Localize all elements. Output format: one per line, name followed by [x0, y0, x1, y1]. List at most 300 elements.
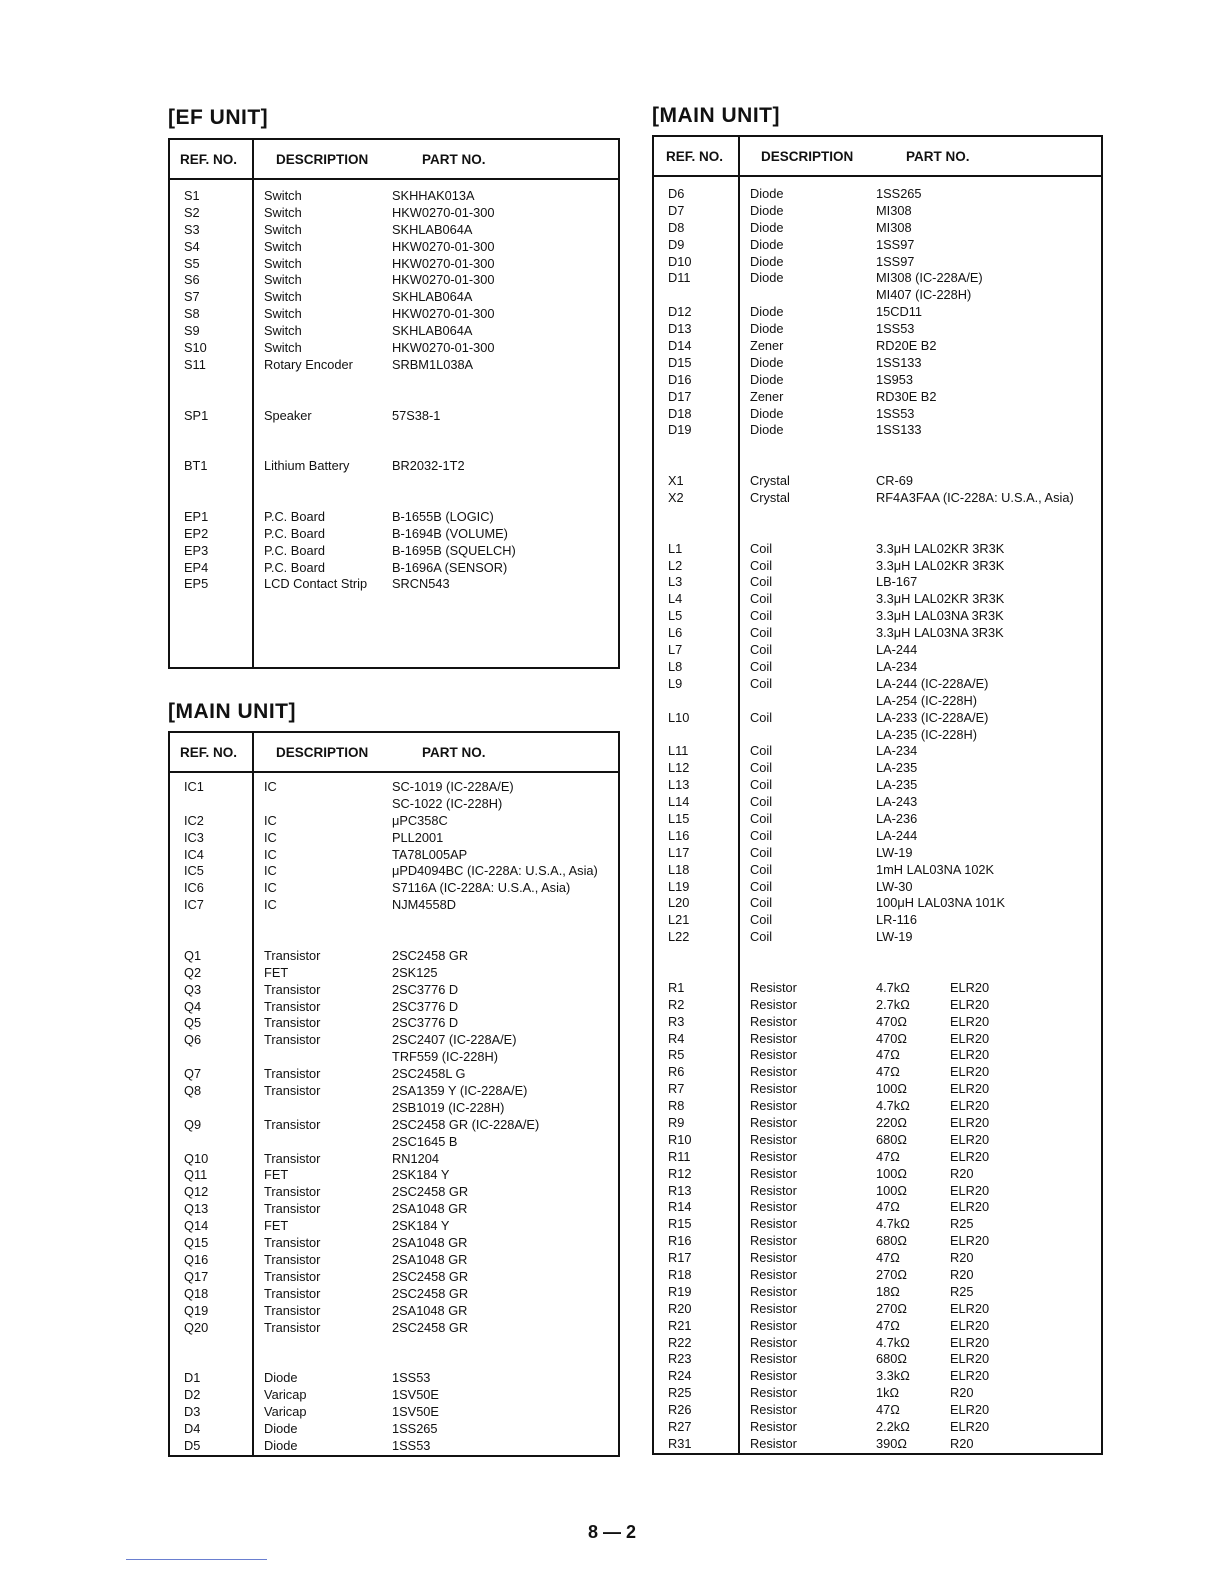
- table-row: [654, 507, 1101, 524]
- part-no-cell: LR-116: [876, 912, 918, 928]
- part-no-cell: 2SC2458 GR: [392, 1268, 469, 1284]
- spec-cell: ELR20: [950, 979, 990, 995]
- description-cell: Resistor: [750, 1267, 797, 1282]
- description-cell: Coil: [750, 608, 773, 624]
- ref-cell: SP1: [184, 407, 209, 423]
- ref-cell: IC7: [184, 897, 204, 913]
- table-row: [170, 205, 618, 222]
- description-cell: Coil: [750, 810, 773, 826]
- part-no-cell: 47Ω: [876, 1199, 900, 1215]
- ref-cell: R17: [668, 1250, 692, 1266]
- part-no-cell: 1SS265: [392, 1420, 438, 1436]
- description-cell: Transistor: [264, 1302, 321, 1318]
- part-no-cell: μPD4094BC (IC-228A: U.S.A., Asia): [392, 863, 598, 879]
- spec-cell: ELR20: [950, 1402, 990, 1418]
- table-row: [654, 625, 1101, 642]
- description-cell: Switch: [264, 204, 302, 220]
- part-no-cell: B-1695B (SQUELCH): [392, 542, 516, 558]
- description-cell: Coil: [750, 642, 773, 658]
- table-row: [654, 1183, 1101, 1200]
- table-row: [170, 492, 618, 509]
- table-row: [654, 524, 1101, 541]
- part-no-cell: LA-235 (IC-228H): [876, 726, 977, 742]
- part-no-cell: 18Ω: [876, 1283, 900, 1299]
- description-cell: Resistor: [750, 1283, 797, 1299]
- part-no-cell: RN1204: [392, 1150, 439, 1166]
- table-row: [654, 220, 1101, 237]
- table-row: [170, 847, 618, 864]
- table-row: [170, 1370, 618, 1387]
- part-no-cell: HKW0270-01-300: [392, 306, 495, 322]
- part-no-cell: 15CD11: [876, 304, 923, 320]
- description-cell: Resistor: [750, 1131, 797, 1147]
- table-row: [170, 1083, 618, 1100]
- part-no-cell: 57S38-1: [392, 407, 441, 423]
- table-row: [170, 914, 618, 931]
- part-no-cell: RD30E B2: [876, 388, 937, 404]
- ref-cell: D16: [668, 371, 692, 387]
- ref-cell: IC2: [184, 812, 204, 828]
- part-no-cell: 2SC3776 D: [392, 998, 459, 1014]
- table-row: [654, 710, 1101, 727]
- ref-cell: Q7: [184, 1066, 202, 1082]
- description-cell: Resistor: [750, 1030, 797, 1046]
- part-no-cell: 1SS53: [392, 1437, 431, 1453]
- spec-cell: ELR20: [950, 1199, 990, 1215]
- part-no-cell: 1SV50E: [392, 1403, 439, 1419]
- part-no-cell: B-1696A (SENSOR): [392, 559, 508, 575]
- spec-cell: ELR20: [950, 1317, 990, 1333]
- table-row: [654, 406, 1101, 423]
- ref-cell: EP2: [184, 525, 209, 541]
- part-no-cell: 2SA1048 GR: [392, 1251, 468, 1267]
- ref-cell: L14: [668, 794, 690, 810]
- description-cell: Resistor: [750, 1351, 797, 1367]
- description-cell: Transistor: [264, 1285, 321, 1301]
- description-cell: IC: [264, 812, 277, 828]
- description-cell: Coil: [750, 861, 773, 877]
- table-row: [170, 999, 618, 1016]
- table-row: [170, 576, 618, 593]
- ref-cell: D4: [184, 1420, 201, 1436]
- spec-cell: ELR20: [950, 1114, 990, 1130]
- description-cell: Transistor: [264, 1319, 321, 1335]
- table-body: [170, 779, 618, 1455]
- ref-cell: S8: [184, 306, 200, 322]
- part-no-cell: 1SS53: [392, 1370, 431, 1386]
- description-cell: Diode: [750, 202, 784, 218]
- ref-cell: L1: [668, 540, 683, 556]
- spec-cell: ELR20: [950, 1148, 990, 1164]
- description-cell: Resistor: [750, 1114, 797, 1130]
- description-cell: Switch: [264, 238, 302, 254]
- table-row: [170, 1336, 618, 1353]
- table-row: [654, 237, 1101, 254]
- table-row: [654, 338, 1101, 355]
- table-row: [654, 1267, 1101, 1284]
- ref-cell: R2: [668, 996, 685, 1012]
- table-row: [170, 374, 618, 391]
- part-no-cell: 1mH LAL03NA 102K: [876, 861, 995, 877]
- part-no-cell: 2SA1048 GR: [392, 1235, 468, 1251]
- table-row: [654, 1284, 1101, 1301]
- ref-cell: EP1: [184, 508, 209, 524]
- ref-cell: R12: [668, 1165, 692, 1181]
- part-no-cell: RF4A3FAA (IC-228A: U.S.A., Asia): [876, 490, 1074, 506]
- table-row: [654, 1166, 1101, 1183]
- description-cell: Transistor: [264, 1268, 321, 1284]
- table-row: [170, 526, 618, 543]
- table-row: [654, 1047, 1101, 1064]
- table-row: [170, 863, 618, 880]
- table-row: [170, 779, 618, 796]
- ref-cell: L6: [668, 625, 683, 641]
- header-part-no: PART NO.: [422, 152, 486, 167]
- table-row: [654, 490, 1101, 507]
- description-cell: Diode: [750, 186, 784, 201]
- table-row: [170, 1167, 618, 1184]
- table-row: [654, 1419, 1101, 1436]
- table-row: [654, 422, 1101, 439]
- table-header: [170, 733, 618, 773]
- table-row: [654, 372, 1101, 389]
- description-cell: Diode: [750, 270, 784, 286]
- ref-cell: L16: [668, 827, 690, 843]
- table-row: [170, 222, 618, 239]
- description-cell: P.C. Board: [264, 542, 325, 558]
- description-cell: P.C. Board: [264, 525, 325, 541]
- description-cell: Diode: [750, 405, 784, 421]
- table-header: [170, 140, 618, 180]
- header-part-no: PART NO.: [906, 149, 970, 164]
- ref-cell: Q14: [184, 1218, 209, 1234]
- ref-cell: Q20: [184, 1319, 209, 1335]
- spec-cell: ELR20: [950, 1081, 990, 1097]
- main-unit-left-title: [MAIN UNIT]: [168, 700, 296, 723]
- part-no-cell: 47Ω: [876, 1148, 900, 1164]
- spec-cell: ELR20: [950, 1368, 990, 1384]
- part-no-cell: 2SC3776 D: [392, 1015, 459, 1031]
- part-no-cell: TA78L005AP: [392, 846, 468, 862]
- table-row: [170, 357, 618, 374]
- description-cell: Resistor: [750, 996, 797, 1012]
- table-row: [170, 931, 618, 948]
- table-row: [170, 1438, 618, 1455]
- description-cell: IC: [264, 829, 277, 845]
- ref-cell: Q17: [184, 1268, 209, 1284]
- description-cell: Diode: [750, 304, 784, 320]
- ref-cell: D3: [184, 1403, 201, 1419]
- part-no-cell: 3.3μH LAL02KR 3R3K: [876, 540, 1005, 556]
- main-unit-left-table: [168, 731, 620, 1457]
- table-row: [654, 1132, 1101, 1149]
- ref-cell: D19: [668, 422, 692, 438]
- table-row: [654, 1115, 1101, 1132]
- table-row: [654, 355, 1101, 372]
- table-row: [654, 895, 1101, 912]
- ref-cell: R11: [668, 1148, 691, 1164]
- part-no-cell: LA-244: [876, 827, 918, 843]
- ref-cell: R3: [668, 1013, 685, 1029]
- description-cell: Resistor: [750, 1300, 797, 1316]
- description-cell: Resistor: [750, 1233, 797, 1249]
- part-no-cell: 4.7kΩ: [876, 1216, 910, 1232]
- part-no-cell: LW-19: [876, 844, 913, 860]
- table-row: [170, 1421, 618, 1438]
- table-row: [170, 1353, 618, 1370]
- description-cell: Transistor: [264, 1251, 321, 1267]
- table-row: [654, 1385, 1101, 1402]
- description-cell: Switch: [264, 221, 302, 237]
- part-no-cell: 2SC3776 D: [392, 981, 459, 997]
- part-no-cell: 1SS133: [876, 422, 922, 438]
- table-row: [654, 1318, 1101, 1335]
- description-cell: Zener: [750, 338, 784, 354]
- part-no-cell: 470Ω: [876, 1013, 907, 1029]
- table-row: [654, 1335, 1101, 1352]
- part-no-cell: LW-30: [876, 878, 913, 894]
- ref-cell: X2: [668, 490, 684, 506]
- ref-cell: D17: [668, 388, 692, 404]
- description-cell: Coil: [750, 574, 773, 590]
- part-no-cell: 2SA1048 GR: [392, 1302, 468, 1318]
- part-no-cell: LA-234: [876, 658, 918, 674]
- part-no-cell: RD20E B2: [876, 338, 937, 354]
- description-cell: Resistor: [750, 979, 797, 995]
- table-row: [170, 982, 618, 999]
- part-no-cell: μPC358C: [392, 812, 448, 828]
- description-cell: Switch: [264, 289, 302, 305]
- ref-cell: D11: [668, 270, 691, 286]
- part-no-cell: SKHHAK013A: [392, 188, 475, 203]
- table-row: [654, 828, 1101, 845]
- description-cell: Coil: [750, 658, 773, 674]
- page-number: 8 — 2: [587, 1522, 637, 1542]
- part-no-cell: MI308: [876, 219, 912, 235]
- table-row: [170, 1151, 618, 1168]
- table-row: [170, 830, 618, 847]
- ref-cell: Q1: [184, 947, 202, 963]
- description-cell: Resistor: [750, 1334, 797, 1350]
- ref-cell: S11: [184, 356, 206, 372]
- table-row: [654, 929, 1101, 946]
- description-cell: Transistor: [264, 1235, 321, 1251]
- table-row: [654, 642, 1101, 659]
- table-row: [654, 963, 1101, 980]
- part-no-cell: LA-244: [876, 642, 918, 658]
- part-no-cell: 1SS265: [876, 186, 922, 201]
- part-no-cell: 2SC2458 GR (IC-228A/E): [392, 1116, 540, 1132]
- description-cell: Coil: [750, 912, 773, 928]
- ref-cell: S3: [184, 221, 200, 237]
- ref-cell: Q12: [184, 1184, 209, 1200]
- description-cell: Diode: [750, 422, 784, 438]
- table-row: [654, 777, 1101, 794]
- spec-cell: ELR20: [950, 1300, 990, 1316]
- spec-cell: ELR20: [950, 1334, 990, 1350]
- table-row: [170, 408, 618, 425]
- header-ref-no: REF. NO.: [180, 745, 238, 760]
- ref-cell: Q13: [184, 1201, 209, 1217]
- ref-cell: Q8: [184, 1083, 202, 1099]
- description-cell: Resistor: [750, 1368, 797, 1384]
- table-row: [170, 1218, 618, 1235]
- table-row: [170, 272, 618, 289]
- ref-cell: S1: [184, 188, 200, 203]
- ref-cell: D10: [668, 253, 692, 269]
- description-cell: Coil: [750, 827, 773, 843]
- description-cell: Coil: [750, 777, 773, 793]
- part-no-cell: 270Ω: [876, 1300, 907, 1316]
- description-cell: Coil: [750, 929, 773, 945]
- table-row: [170, 965, 618, 982]
- table-row: [654, 794, 1101, 811]
- table-row: [654, 389, 1101, 406]
- ref-cell: R10: [668, 1131, 692, 1147]
- table-row: [170, 256, 618, 273]
- part-no-cell: 2SC2458 GR: [392, 947, 469, 963]
- header-description: DESCRIPTION: [761, 149, 854, 164]
- ref-cell: D5: [184, 1437, 201, 1453]
- description-cell: Coil: [750, 794, 773, 810]
- spec-cell: R25: [950, 1216, 974, 1232]
- table-row: [654, 1233, 1101, 1250]
- ref-cell: L11: [668, 743, 689, 759]
- table-row: [654, 676, 1101, 693]
- part-no-cell: 2SK184 Y: [392, 1218, 450, 1234]
- part-no-cell: 680Ω: [876, 1233, 907, 1249]
- table-row: [654, 1436, 1101, 1453]
- description-cell: Transistor: [264, 947, 321, 963]
- ref-cell: R31: [668, 1435, 692, 1451]
- spec-cell: ELR20: [950, 1030, 990, 1046]
- ref-cell: Q18: [184, 1285, 209, 1301]
- ref-cell: L19: [668, 878, 690, 894]
- table-row: [654, 811, 1101, 828]
- table-row: [654, 1064, 1101, 1081]
- ref-cell: L10: [668, 709, 690, 725]
- ref-cell: EP5: [184, 576, 209, 592]
- description-cell: Diode: [750, 371, 784, 387]
- description-cell: Transistor: [264, 1032, 321, 1048]
- description-cell: Resistor: [750, 1402, 797, 1418]
- spec-cell: ELR20: [950, 1419, 990, 1435]
- ref-cell: R1: [668, 979, 685, 995]
- part-no-cell: 680Ω: [876, 1131, 907, 1147]
- ref-cell: Q16: [184, 1251, 209, 1267]
- spec-cell: ELR20: [950, 1233, 990, 1249]
- table-row: [654, 608, 1101, 625]
- ref-cell: R16: [668, 1233, 692, 1249]
- header-part-no: PART NO.: [422, 745, 486, 760]
- description-cell: Resistor: [750, 1385, 797, 1401]
- description-cell: Coil: [750, 743, 773, 759]
- header-ref-no: REF. NO.: [666, 149, 724, 164]
- description-cell: IC: [264, 779, 277, 794]
- description-cell: Resistor: [750, 1013, 797, 1029]
- spec-cell: R25: [950, 1283, 974, 1299]
- description-cell: Transistor: [264, 1015, 321, 1031]
- table-row: [170, 897, 618, 914]
- ref-cell: L5: [668, 608, 683, 624]
- description-cell: IC: [264, 897, 277, 913]
- part-no-cell: LA-244 (IC-228A/E): [876, 675, 989, 691]
- table-row: [170, 543, 618, 560]
- part-no-cell: 1kΩ: [876, 1385, 900, 1401]
- part-no-cell: 100Ω: [876, 1165, 907, 1181]
- ref-cell: Q11: [184, 1167, 208, 1183]
- table-row: [170, 948, 618, 965]
- table-row: [654, 591, 1101, 608]
- table-row: [170, 1184, 618, 1201]
- table-row: [654, 1301, 1101, 1318]
- part-no-cell: LA-234: [876, 743, 918, 759]
- part-no-cell: HKW0270-01-300: [392, 255, 495, 271]
- spec-cell: ELR20: [950, 1098, 990, 1114]
- table-row: [654, 1081, 1101, 1098]
- ref-cell: Q15: [184, 1235, 209, 1251]
- part-no-cell: 2SC1645 B: [392, 1133, 458, 1149]
- ref-cell: D8: [668, 219, 685, 235]
- ref-cell: R26: [668, 1402, 692, 1418]
- ref-cell: L22: [668, 929, 690, 945]
- description-cell: Coil: [750, 844, 773, 860]
- part-no-cell: SKHLAB064A: [392, 289, 473, 305]
- ref-cell: Q9: [184, 1116, 202, 1132]
- description-cell: Switch: [264, 272, 302, 288]
- part-no-cell: 3.3μH LAL03NA 3R3K: [876, 625, 1004, 641]
- part-no-cell: 1SS133: [876, 354, 922, 370]
- spec-cell: ELR20: [950, 1013, 990, 1029]
- part-no-cell: 100Ω: [876, 1182, 907, 1198]
- table-row: [654, 743, 1101, 760]
- table-row: [170, 1235, 618, 1252]
- part-no-cell: 680Ω: [876, 1351, 907, 1367]
- description-cell: Resistor: [750, 1098, 797, 1114]
- description-cell: Coil: [750, 675, 773, 691]
- part-no-cell: MI308 (IC-228A/E): [876, 270, 983, 286]
- table-row: [170, 880, 618, 897]
- footer-rule: [126, 1559, 267, 1560]
- description-cell: FET: [264, 1218, 289, 1234]
- description-cell: Resistor: [750, 1064, 797, 1080]
- description-cell: Coil: [750, 557, 773, 573]
- ref-cell: L15: [668, 810, 690, 826]
- table-row: [170, 424, 618, 441]
- table-row: [654, 558, 1101, 575]
- part-no-cell: 47Ω: [876, 1064, 900, 1080]
- table-row: [170, 1404, 618, 1421]
- table-row: [170, 340, 618, 357]
- description-cell: Switch: [264, 323, 302, 339]
- table-row: [654, 321, 1101, 338]
- ref-cell: D2: [184, 1387, 201, 1403]
- ref-cell: R18: [668, 1267, 692, 1282]
- table-row: [654, 186, 1101, 203]
- part-no-cell: HKW0270-01-300: [392, 272, 495, 288]
- description-cell: P.C. Board: [264, 559, 325, 575]
- part-no-cell: LA-233 (IC-228A/E): [876, 709, 989, 725]
- part-no-cell: 2.7kΩ: [876, 996, 910, 1012]
- ref-cell: Q19: [184, 1302, 209, 1318]
- part-no-cell: TRF559 (IC-228H): [392, 1049, 498, 1065]
- table-row: [654, 541, 1101, 558]
- description-cell: Diode: [264, 1437, 298, 1453]
- ref-cell: L13: [668, 777, 690, 793]
- part-no-cell: 2SA1359 Y (IC-228A/E): [392, 1083, 528, 1099]
- description-cell: Diode: [750, 321, 784, 337]
- part-no-cell: 100Ω: [876, 1081, 907, 1097]
